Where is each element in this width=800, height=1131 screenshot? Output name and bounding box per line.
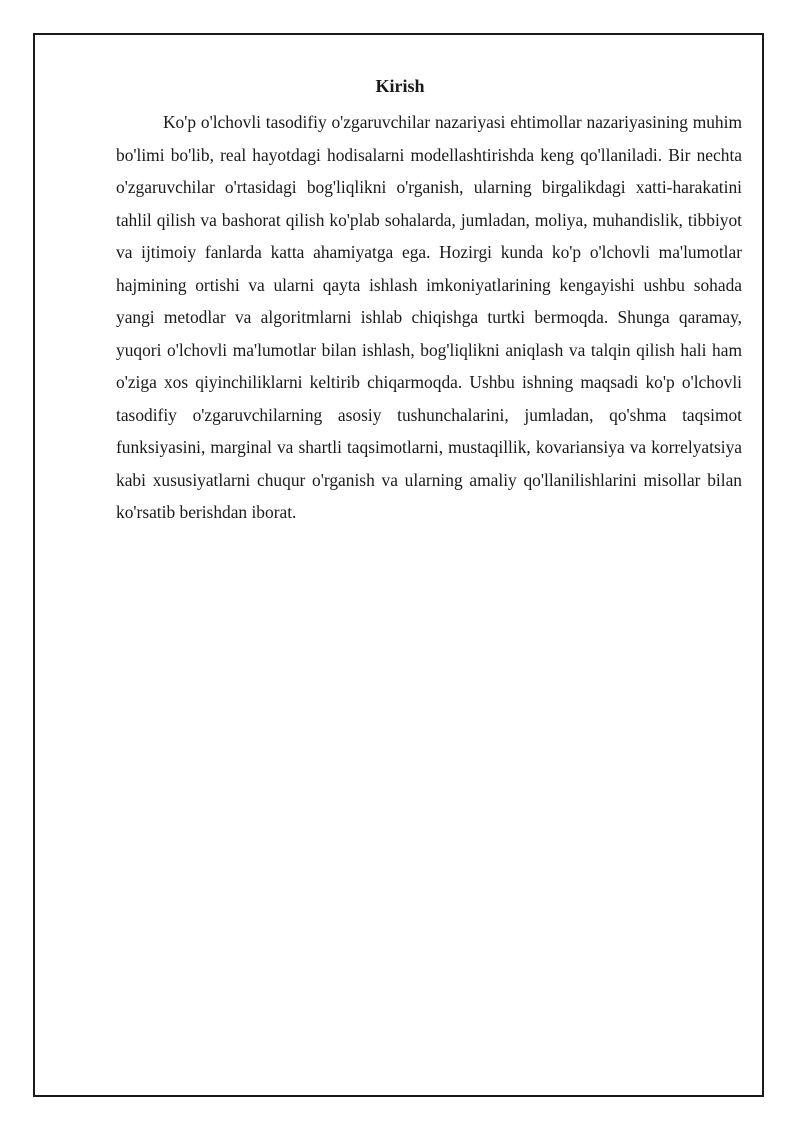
body-paragraph: Ko'p o'lchovli tasodifiy o'zgaruvchilar nazariyasi ehtimollar nazariyasining muhim bo'limi bo'lib, real hayotdagi hodisalarni modellashtirishda keng qo'llaniladi. Bir nechta o'zgaruvchilar o'rtasidagi bog'liqlikni o'rganish, ularning birgalikdagi xatti-harakatini tahlil qilish va bashorat qilish ko'plab sohalarda, jumladan, moliya, muhandislik, tibbiyot va ijtimoiy fanlarda katta ahamiyatga ega. Hozirgi kunda ko'p o'lchovli ma'lumotlar hajmining ortishi va ularni qayta ishlash imkoniyatlarining kengayishi ushbu sohada yangi metodlar va algoritmlarni ishlab chiqishga turtki bermoqda. Shunga qaramay, yuqori o'lchovli ma'lumotlar bilan ishlash, bog'liqlikni aniqlash va talqin qilish hali ham o'ziga xos qiyinchiliklarni keltirib chiqarmoqda. Ushbu ishning maqsadi ko'p o'lchovli tasodifiy o'zgaruvchilarning asosiy tushunchalarini, jumladan, qo'shma taqsimot funksiyasini, marginal va shartli taqsimotlarni, mustaqillik, kovariansiya va korrelyatsiya kabi xususiyatlarni chuqur o'rganish va ularning amaliy qo'llanilishlarini misollar bilan ko'rsatib berishdan iborat. bbox=[116, 112, 742, 522]
section-heading: Kirish bbox=[375, 76, 425, 96]
